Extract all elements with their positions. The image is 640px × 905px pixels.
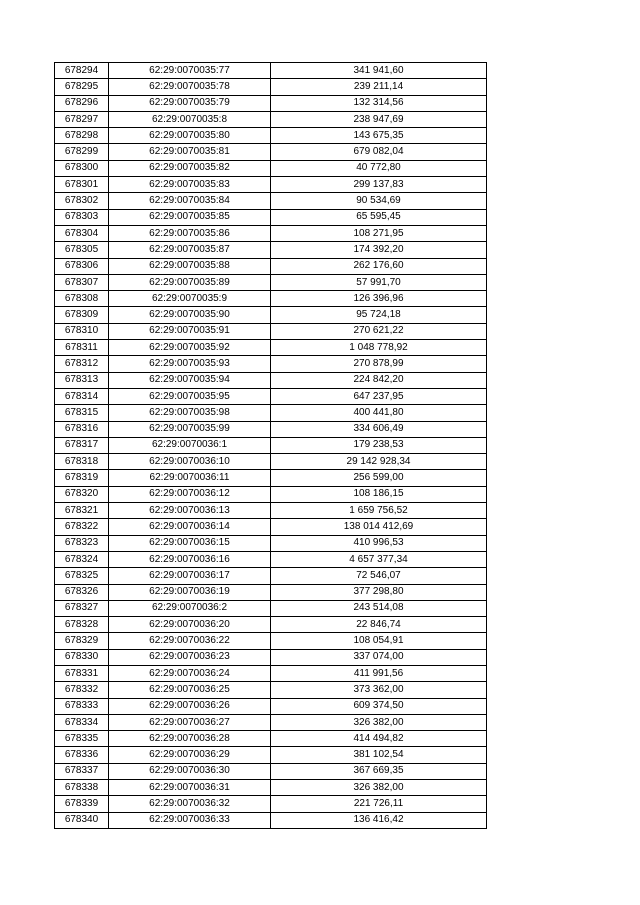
value-cell: 381 102,54 bbox=[271, 747, 487, 763]
cadastral-number-cell: 62:29:0070036:14 bbox=[109, 519, 271, 535]
table-row bbox=[55, 79, 487, 95]
table-row bbox=[55, 177, 487, 193]
row-number-cell: 678312 bbox=[55, 356, 109, 372]
cadastral-number-cell: 62:29:0070035:87 bbox=[109, 242, 271, 258]
table-row bbox=[55, 682, 487, 698]
value-cell: 136 416,42 bbox=[271, 812, 487, 828]
value-cell: 72 546,07 bbox=[271, 568, 487, 584]
cadastral-number-cell: 62:29:0070036:19 bbox=[109, 584, 271, 600]
table-row bbox=[55, 63, 487, 79]
value-cell: 95 724,18 bbox=[271, 307, 487, 323]
row-number-cell: 678298 bbox=[55, 128, 109, 144]
row-number-cell: 678328 bbox=[55, 617, 109, 633]
cadastral-number-cell: 62:29:0070035:88 bbox=[109, 258, 271, 274]
value-cell: 334 606,49 bbox=[271, 421, 487, 437]
row-number-cell: 678322 bbox=[55, 519, 109, 535]
row-number-cell: 678337 bbox=[55, 763, 109, 779]
cadastral-number-cell: 62:29:0070036:15 bbox=[109, 535, 271, 551]
row-number-cell: 678306 bbox=[55, 258, 109, 274]
table-row bbox=[55, 372, 487, 388]
cadastral-number-cell: 62:29:0070035:98 bbox=[109, 405, 271, 421]
value-cell: 138 014 412,69 bbox=[271, 519, 487, 535]
table-row bbox=[55, 568, 487, 584]
table-row bbox=[55, 193, 487, 209]
table-row bbox=[55, 291, 487, 307]
table-row bbox=[55, 454, 487, 470]
row-number-cell: 678310 bbox=[55, 323, 109, 339]
row-number-cell: 678305 bbox=[55, 242, 109, 258]
row-number-cell: 678313 bbox=[55, 372, 109, 388]
cadastral-number-cell: 62:29:0070035:91 bbox=[109, 323, 271, 339]
row-number-cell: 678330 bbox=[55, 649, 109, 665]
cadastral-number-cell: 62:29:0070036:1 bbox=[109, 437, 271, 453]
value-cell: 108 054,91 bbox=[271, 633, 487, 649]
row-number-cell: 678331 bbox=[55, 665, 109, 681]
table-row bbox=[55, 763, 487, 779]
table-row bbox=[55, 617, 487, 633]
cadastral-number-cell: 62:29:0070036:32 bbox=[109, 796, 271, 812]
value-cell: 679 082,04 bbox=[271, 144, 487, 160]
value-cell: 22 846,74 bbox=[271, 617, 487, 633]
row-number-cell: 678314 bbox=[55, 388, 109, 404]
row-number-cell: 678307 bbox=[55, 274, 109, 290]
table-row bbox=[55, 111, 487, 127]
cadastral-number-cell: 62:29:0070036:12 bbox=[109, 486, 271, 502]
row-number-cell: 678324 bbox=[55, 551, 109, 567]
cadastral-number-cell: 62:29:0070036:10 bbox=[109, 454, 271, 470]
cadastral-number-cell: 62:29:0070036:27 bbox=[109, 714, 271, 730]
row-number-cell: 678333 bbox=[55, 698, 109, 714]
cadastral-number-cell: 62:29:0070035:77 bbox=[109, 63, 271, 79]
value-cell: 411 991,56 bbox=[271, 665, 487, 681]
table-row bbox=[55, 95, 487, 111]
table-row bbox=[55, 144, 487, 160]
value-cell: 65 595,45 bbox=[271, 209, 487, 225]
row-number-cell: 678309 bbox=[55, 307, 109, 323]
value-cell: 239 211,14 bbox=[271, 79, 487, 95]
row-number-cell: 678329 bbox=[55, 633, 109, 649]
row-number-cell: 678335 bbox=[55, 731, 109, 747]
row-number-cell: 678338 bbox=[55, 780, 109, 796]
table-row bbox=[55, 421, 487, 437]
table-row bbox=[55, 747, 487, 763]
value-cell: 270 621,22 bbox=[271, 323, 487, 339]
value-cell: 270 878,99 bbox=[271, 356, 487, 372]
table-row bbox=[55, 160, 487, 176]
table-row bbox=[55, 470, 487, 486]
cadastral-number-cell: 62:29:0070035:78 bbox=[109, 79, 271, 95]
table-row bbox=[55, 584, 487, 600]
value-cell: 90 534,69 bbox=[271, 193, 487, 209]
cadastral-number-cell: 62:29:0070036:28 bbox=[109, 731, 271, 747]
row-number-cell: 678301 bbox=[55, 177, 109, 193]
row-number-cell: 678316 bbox=[55, 421, 109, 437]
table-row bbox=[55, 340, 487, 356]
cadastral-number-cell: 62:29:0070036:11 bbox=[109, 470, 271, 486]
table-row bbox=[55, 209, 487, 225]
cadastral-number-cell: 62:29:0070035:84 bbox=[109, 193, 271, 209]
table-row bbox=[55, 388, 487, 404]
value-cell: 143 675,35 bbox=[271, 128, 487, 144]
row-number-cell: 678327 bbox=[55, 600, 109, 616]
value-cell: 57 991,70 bbox=[271, 274, 487, 290]
table-row bbox=[55, 551, 487, 567]
cadastral-number-cell: 62:29:0070035:8 bbox=[109, 111, 271, 127]
table-row bbox=[55, 274, 487, 290]
cadastral-number-cell: 62:29:0070035:99 bbox=[109, 421, 271, 437]
table-row bbox=[55, 796, 487, 812]
cadastral-number-cell: 62:29:0070035:92 bbox=[109, 340, 271, 356]
table-row bbox=[55, 405, 487, 421]
value-cell: 174 392,20 bbox=[271, 242, 487, 258]
row-number-cell: 678326 bbox=[55, 584, 109, 600]
value-cell: 647 237,95 bbox=[271, 388, 487, 404]
table-row bbox=[55, 714, 487, 730]
value-cell: 40 772,80 bbox=[271, 160, 487, 176]
table-row bbox=[55, 519, 487, 535]
value-cell: 337 074,00 bbox=[271, 649, 487, 665]
row-number-cell: 678311 bbox=[55, 340, 109, 356]
cadastral-number-cell: 62:29:0070036:24 bbox=[109, 665, 271, 681]
table-row bbox=[55, 258, 487, 274]
row-number-cell: 678294 bbox=[55, 63, 109, 79]
row-number-cell: 678340 bbox=[55, 812, 109, 828]
table-row bbox=[55, 323, 487, 339]
row-number-cell: 678336 bbox=[55, 747, 109, 763]
value-cell: 367 669,35 bbox=[271, 763, 487, 779]
row-number-cell: 678308 bbox=[55, 291, 109, 307]
value-cell: 341 941,60 bbox=[271, 63, 487, 79]
value-cell: 243 514,08 bbox=[271, 600, 487, 616]
table-row bbox=[55, 128, 487, 144]
cadastral-number-cell: 62:29:0070036:2 bbox=[109, 600, 271, 616]
cadastral-number-cell: 62:29:0070035:90 bbox=[109, 307, 271, 323]
value-cell: 224 842,20 bbox=[271, 372, 487, 388]
table-row bbox=[55, 731, 487, 747]
cadastral-number-cell: 62:29:0070035:86 bbox=[109, 225, 271, 241]
cadastral-number-cell: 62:29:0070035:94 bbox=[109, 372, 271, 388]
value-cell: 326 382,00 bbox=[271, 714, 487, 730]
table-row bbox=[55, 698, 487, 714]
row-number-cell: 678303 bbox=[55, 209, 109, 225]
value-cell: 108 186,15 bbox=[271, 486, 487, 502]
row-number-cell: 678332 bbox=[55, 682, 109, 698]
value-cell: 262 176,60 bbox=[271, 258, 487, 274]
cadastral-number-cell: 62:29:0070036:20 bbox=[109, 617, 271, 633]
row-number-cell: 678323 bbox=[55, 535, 109, 551]
table-row bbox=[55, 486, 487, 502]
cadastral-number-cell: 62:29:0070036:16 bbox=[109, 551, 271, 567]
cadastral-number-cell: 62:29:0070035:81 bbox=[109, 144, 271, 160]
cadastral-number-cell: 62:29:0070036:25 bbox=[109, 682, 271, 698]
cadastral-value-table bbox=[54, 62, 487, 829]
table-row bbox=[55, 633, 487, 649]
table-row bbox=[55, 307, 487, 323]
row-number-cell: 678334 bbox=[55, 714, 109, 730]
cadastral-number-cell: 62:29:0070036:17 bbox=[109, 568, 271, 584]
cadastral-number-cell: 62:29:0070035:93 bbox=[109, 356, 271, 372]
table-row bbox=[55, 600, 487, 616]
cadastral-number-cell: 62:29:0070035:79 bbox=[109, 95, 271, 111]
value-cell: 609 374,50 bbox=[271, 698, 487, 714]
cadastral-number-cell: 62:29:0070035:9 bbox=[109, 291, 271, 307]
value-cell: 238 947,69 bbox=[271, 111, 487, 127]
table-row bbox=[55, 242, 487, 258]
value-cell: 126 396,96 bbox=[271, 291, 487, 307]
table-row bbox=[55, 437, 487, 453]
value-cell: 326 382,00 bbox=[271, 780, 487, 796]
value-cell: 414 494,82 bbox=[271, 731, 487, 747]
row-number-cell: 678296 bbox=[55, 95, 109, 111]
cadastral-number-cell: 62:29:0070035:83 bbox=[109, 177, 271, 193]
table-row bbox=[55, 535, 487, 551]
cadastral-number-cell: 62:29:0070036:22 bbox=[109, 633, 271, 649]
value-cell: 377 298,80 bbox=[271, 584, 487, 600]
row-number-cell: 678321 bbox=[55, 503, 109, 519]
value-cell: 373 362,00 bbox=[271, 682, 487, 698]
table-row bbox=[55, 665, 487, 681]
table-row bbox=[55, 503, 487, 519]
cadastral-number-cell: 62:29:0070036:23 bbox=[109, 649, 271, 665]
value-cell: 410 996,53 bbox=[271, 535, 487, 551]
row-number-cell: 678302 bbox=[55, 193, 109, 209]
row-number-cell: 678320 bbox=[55, 486, 109, 502]
table-row bbox=[55, 780, 487, 796]
row-number-cell: 678317 bbox=[55, 437, 109, 453]
cadastral-number-cell: 62:29:0070035:89 bbox=[109, 274, 271, 290]
cadastral-number-cell: 62:29:0070035:85 bbox=[109, 209, 271, 225]
cadastral-number-cell: 62:29:0070036:30 bbox=[109, 763, 271, 779]
value-cell: 29 142 928,34 bbox=[271, 454, 487, 470]
row-number-cell: 678318 bbox=[55, 454, 109, 470]
table-row bbox=[55, 812, 487, 828]
value-cell: 1 048 778,92 bbox=[271, 340, 487, 356]
value-cell: 400 441,80 bbox=[271, 405, 487, 421]
row-number-cell: 678339 bbox=[55, 796, 109, 812]
table-row bbox=[55, 225, 487, 241]
row-number-cell: 678297 bbox=[55, 111, 109, 127]
value-cell: 132 314,56 bbox=[271, 95, 487, 111]
value-cell: 221 726,11 bbox=[271, 796, 487, 812]
value-cell: 108 271,95 bbox=[271, 225, 487, 241]
table-body bbox=[55, 63, 487, 829]
cadastral-number-cell: 62:29:0070035:82 bbox=[109, 160, 271, 176]
value-cell: 1 659 756,52 bbox=[271, 503, 487, 519]
cadastral-number-cell: 62:29:0070035:80 bbox=[109, 128, 271, 144]
cadastral-number-cell: 62:29:0070035:95 bbox=[109, 388, 271, 404]
value-cell: 256 599,00 bbox=[271, 470, 487, 486]
row-number-cell: 678295 bbox=[55, 79, 109, 95]
value-cell: 4 657 377,34 bbox=[271, 551, 487, 567]
row-number-cell: 678300 bbox=[55, 160, 109, 176]
cadastral-number-cell: 62:29:0070036:29 bbox=[109, 747, 271, 763]
cadastral-number-cell: 62:29:0070036:31 bbox=[109, 780, 271, 796]
row-number-cell: 678304 bbox=[55, 225, 109, 241]
row-number-cell: 678315 bbox=[55, 405, 109, 421]
value-cell: 299 137,83 bbox=[271, 177, 487, 193]
cadastral-number-cell: 62:29:0070036:26 bbox=[109, 698, 271, 714]
row-number-cell: 678319 bbox=[55, 470, 109, 486]
value-cell: 179 238,53 bbox=[271, 437, 487, 453]
row-number-cell: 678325 bbox=[55, 568, 109, 584]
row-number-cell: 678299 bbox=[55, 144, 109, 160]
cadastral-number-cell: 62:29:0070036:13 bbox=[109, 503, 271, 519]
table-row bbox=[55, 356, 487, 372]
cadastral-number-cell: 62:29:0070036:33 bbox=[109, 812, 271, 828]
table-row bbox=[55, 649, 487, 665]
